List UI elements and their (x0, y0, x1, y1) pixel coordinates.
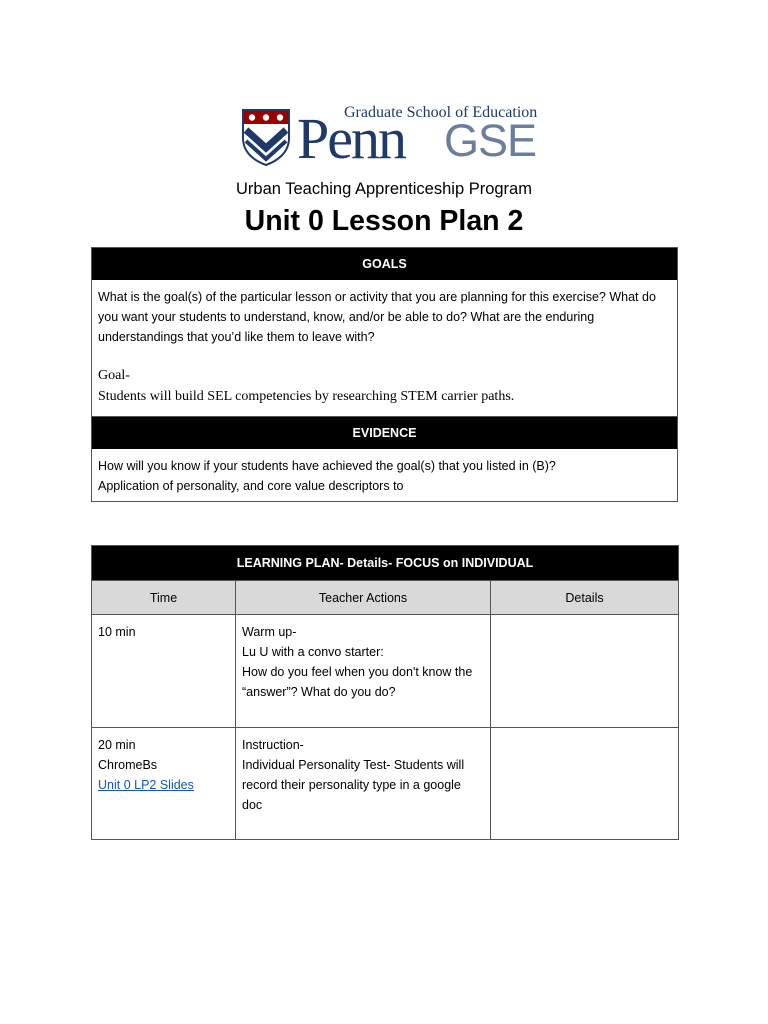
evidence-prompt: How will you know if your students have achieved the goal(s) that you listed in (B)? (98, 459, 556, 473)
learning-plan-table (91, 545, 679, 840)
evidence-header: EVIDENCE (92, 417, 677, 449)
penn-shield-icon (241, 108, 291, 166)
logo-wordmark: Penn (297, 106, 405, 171)
column-header-time: Time (92, 581, 236, 615)
time-value: 10 min (98, 625, 136, 639)
logo-suffix: GSE (444, 115, 537, 166)
learning-plan-header: LEARNING PLAN- Details- FOCUS on INDIVIDUAL (92, 546, 679, 581)
goal-text: Students will build SEL competencies by researching STEM carrier paths. (98, 389, 515, 404)
column-header-details: Details (491, 581, 679, 615)
evidence-body (92, 449, 677, 496)
action-title: Instruction- (242, 738, 304, 752)
goals-prompt: What is the goal(s) of the particular lesson or activity that you are planning for this exercise? What do you want your students to understand, know, and/or be able to do? What are the enduring understandings that you’d like them to leave with? (98, 290, 656, 344)
program-name: Urban Teaching Apprenticeship Program (236, 180, 532, 198)
materials-value: ChromeBs (98, 758, 158, 772)
goals-header: GOALS (92, 248, 677, 280)
table-row (92, 728, 679, 840)
column-header-teacher-actions: Teacher Actions (236, 581, 491, 615)
evidence-answer: Application of personality, and core value descriptors to (98, 479, 404, 493)
action-title: Warm up- (242, 625, 297, 639)
time-value: 20 min (98, 738, 136, 752)
action-line: How do you feel when you don't know the “answer”? What do you do? (242, 665, 473, 699)
goals-body (92, 280, 677, 417)
action-line: Lu U with a convo starter: (242, 645, 384, 659)
time-cell (92, 615, 236, 728)
goals-evidence-section (91, 247, 678, 502)
goal-label: Goal- (98, 368, 130, 383)
teacher-actions-cell (236, 728, 491, 840)
teacher-actions-cell (236, 615, 491, 728)
details-cell (491, 728, 679, 840)
action-line: Individual Personality Test- Students will record their personality type in a google doc (242, 758, 465, 812)
slides-link[interactable]: Unit 0 LP2 Slides (98, 778, 194, 792)
table-row (92, 615, 679, 728)
logo-subtitle: Graduate School of Education (344, 104, 538, 121)
penn-gse-logo (241, 104, 538, 171)
time-cell (92, 728, 236, 840)
details-cell (491, 615, 679, 728)
page-title: Unit 0 Lesson Plan 2 (244, 205, 524, 237)
